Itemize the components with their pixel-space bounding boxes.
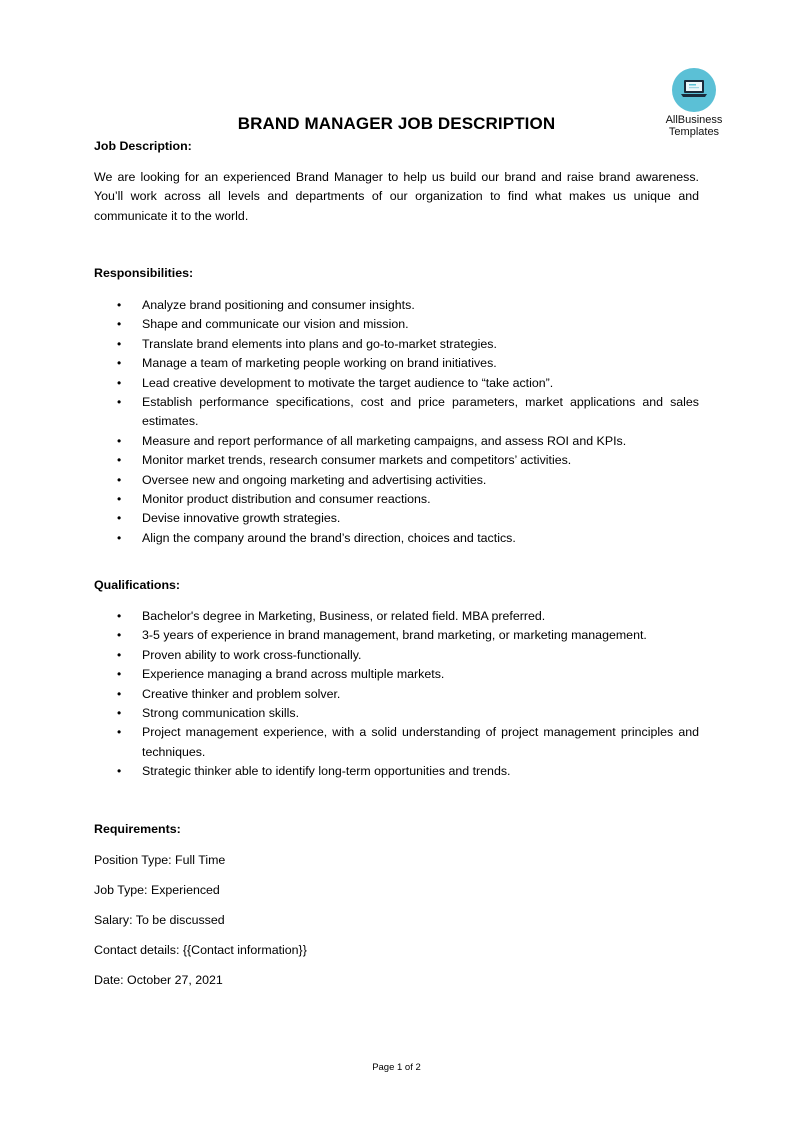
job-description-heading: Job Description: [94, 139, 192, 153]
job-type: Job Type: Experienced [94, 883, 220, 897]
responsibility-item-text: Shape and communicate our vision and mission. [142, 317, 409, 332]
bullet-icon: • [117, 647, 122, 662]
bullet-icon: • [117, 686, 122, 701]
qualification-item [94, 704, 699, 723]
bullet-icon: • [117, 453, 122, 468]
contact-details: Contact details: {{Contact information}} [94, 943, 307, 957]
qualifications-list [94, 607, 699, 782]
qualification-item [94, 723, 699, 762]
responsibility-item [94, 296, 699, 315]
responsibility-item [94, 354, 699, 373]
responsibility-item-text: Monitor product distribution and consumer reactions. [142, 492, 431, 507]
qualification-item [94, 665, 699, 684]
responsibility-item-text: Oversee new and ongoing marketing and advertising activities. [142, 472, 487, 487]
logo-line-2: Templates [668, 126, 720, 138]
responsibility-item-text: Devise innovative growth strategies. [142, 511, 341, 526]
qualification-item-text: Proven ability to work cross-functionally. [142, 647, 362, 662]
responsibility-item [94, 509, 699, 528]
bullet-icon: • [117, 317, 122, 332]
document-title: BRAND MANAGER JOB DESCRIPTION [237, 114, 556, 133]
bullet-icon: • [117, 492, 122, 507]
responsibility-item-text: Analyze brand positioning and consumer insights. [142, 298, 415, 312]
bullet-icon: • [117, 511, 122, 526]
qualification-item-text: Strategic thinker able to identify long-term opportunities and trends. [142, 764, 511, 779]
requirements-heading: Requirements: [94, 822, 181, 836]
qualifications-heading: Qualifications: [94, 578, 181, 592]
bullet-icon: • [117, 667, 122, 682]
logo-line-1: AllBusiness [665, 114, 723, 126]
responsibility-item [94, 490, 699, 509]
responsibility-item-text: Align the company around the brand’s direction, choices and tactics. [142, 530, 516, 545]
responsibilities-list-wrap [94, 296, 699, 548]
bullet-icon: • [117, 725, 122, 740]
qualification-item-text: Project management experience, with a solid understanding of project management principles and techniques. [142, 725, 699, 759]
position-type: Position Type: Full Time [94, 853, 226, 867]
salary: Salary: To be discussed [94, 913, 225, 927]
bullet-icon: • [117, 628, 122, 643]
responsibility-item-text: Establish performance specifications, cost and price parameters, market applications and sales estimates. [142, 395, 699, 429]
responsibility-item [94, 315, 699, 334]
bullet-icon: • [117, 375, 122, 390]
responsibility-item [94, 374, 699, 393]
bullet-icon: • [117, 706, 122, 721]
bullet-icon: • [117, 395, 122, 410]
qualification-item-text: Strong communication skills. [142, 706, 300, 721]
responsibility-item-text: Measure and report performance of all marketing campaigns, and assess ROI and KPIs. [142, 433, 627, 448]
responsibilities-list [94, 296, 699, 548]
qualification-item [94, 626, 699, 645]
bullet-icon: • [117, 609, 122, 623]
responsibility-item-text: Lead creative development to motivate the target audience to “take action”. [142, 375, 554, 390]
qualification-item [94, 685, 699, 704]
qualification-item-text: Bachelor's degree in Marketing, Business, or related field. MBA preferred. [142, 609, 546, 623]
responsibility-item [94, 451, 699, 470]
responsibility-item [94, 471, 699, 490]
bullet-icon: • [117, 764, 122, 779]
page-number: Page 1 of 2 [372, 1062, 421, 1073]
responsibility-item [94, 335, 699, 354]
qualification-item-text: Experience managing a brand across multiple markets. [142, 667, 445, 682]
responsibility-item-text: Translate brand elements into plans and go-to-market strategies. [142, 336, 497, 351]
bullet-icon: • [117, 336, 122, 351]
qualification-item-text: 3-5 years of experience in brand management, brand marketing, or marketing management. [142, 628, 647, 643]
qualifications-list-wrap [94, 607, 699, 782]
qualification-item [94, 607, 699, 626]
bullet-icon: • [117, 472, 122, 487]
responsibility-item [94, 432, 699, 451]
responsibility-item-text: Manage a team of marketing people working on brand initiatives. [142, 356, 497, 371]
responsibility-item-text: Monitor market trends, research consumer markets and competitors’ activities. [142, 453, 572, 468]
responsibilities-heading: Responsibilities: [94, 266, 194, 280]
bullet-icon: • [117, 530, 122, 545]
date: Date: October 27, 2021 [94, 973, 223, 987]
bullet-icon: • [117, 356, 122, 371]
responsibility-item [94, 529, 699, 548]
qualification-item [94, 762, 699, 781]
qualification-item [94, 646, 699, 665]
bullet-icon: • [117, 298, 122, 312]
responsibility-item [94, 393, 699, 432]
qualification-item-text: Creative thinker and problem solver. [142, 686, 341, 701]
bullet-icon: • [117, 433, 122, 448]
laptop-icon [672, 68, 716, 112]
job-description-text: We are looking for an experienced Brand Manager to help us build our brand and raise brand awareness. You’ll work across all levels and departments of our organization to find what makes us unique and communicate it to the world. [94, 170, 699, 223]
